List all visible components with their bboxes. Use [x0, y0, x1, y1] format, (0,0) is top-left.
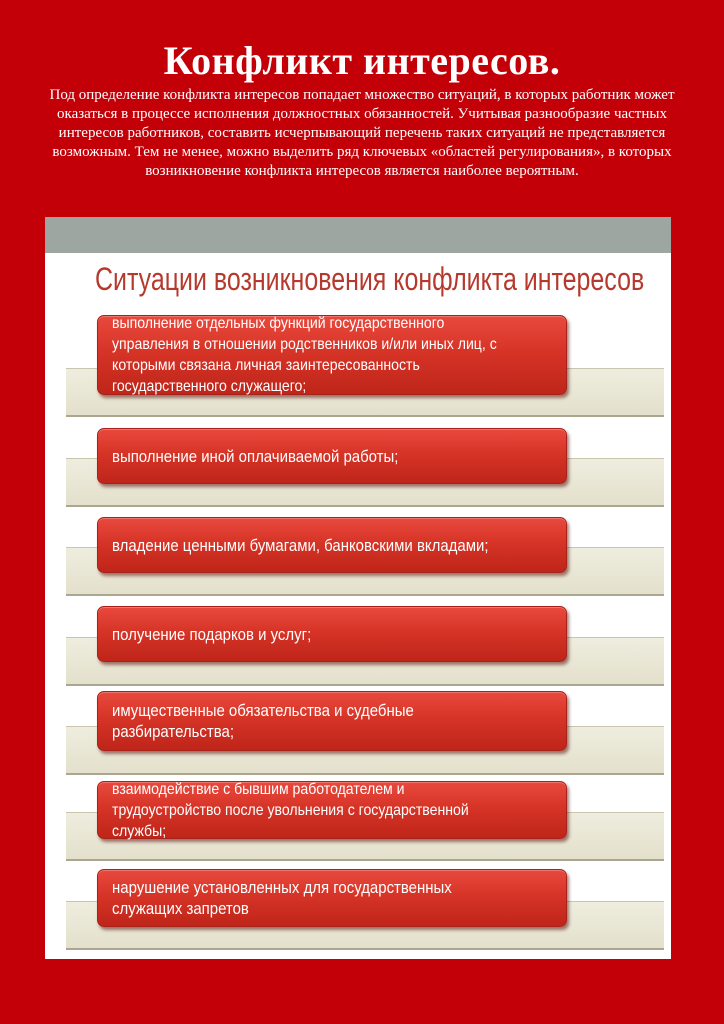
situation-item-4: [97, 606, 567, 662]
situation-item-text: имущественные обязательства и судебные разбирательства;: [112, 701, 414, 741]
situation-item-text: выполнение отдельных функций государственного управления в отношении родственников и/или иных лиц, с которыми связана личная заинтересованность государственного служащего;: [112, 315, 497, 395]
situation-item-2: [97, 428, 567, 484]
situation-item-text: взаимодействие с бывшим работодателем и трудоустройство после увольнения с государственной службы;: [112, 780, 469, 840]
page-title: Конфликт интересов.: [163, 38, 561, 83]
situation-item-1: [97, 315, 567, 395]
slide-heading: Ситуации возникновения конфликта интересов: [95, 261, 645, 297]
situation-item-text: получение подарков и услуг;: [112, 624, 312, 644]
slide-top-bar: [45, 217, 671, 253]
situation-item-text: выполнение иной оплачиваемой работы;: [112, 446, 399, 466]
situation-item-3: [97, 517, 567, 573]
situation-item-6: [97, 781, 567, 839]
situation-item-text: нарушение установленных для государственных служащих запретов: [112, 878, 452, 918]
intro-paragraph: Под определение конфликта интересов попадает множество ситуаций, в которых работник может оказаться в процессе исполнения должностных обязанностей. Учитывая разнообразие частных интересов работников, составить исчерпывающий перечень таких ситуаций не представляется возможным. Тем не менее, можно выделить ряд ключевых «областей регулирования», в которых возникновение конфликта интересов является наиболее вероятным.: [49, 87, 675, 179]
situation-item-5: [97, 691, 567, 751]
situation-item-7: [97, 869, 567, 927]
situation-item-text: владение ценными бумагами, банковскими вкладами;: [112, 535, 489, 555]
slide-image: [45, 217, 671, 959]
